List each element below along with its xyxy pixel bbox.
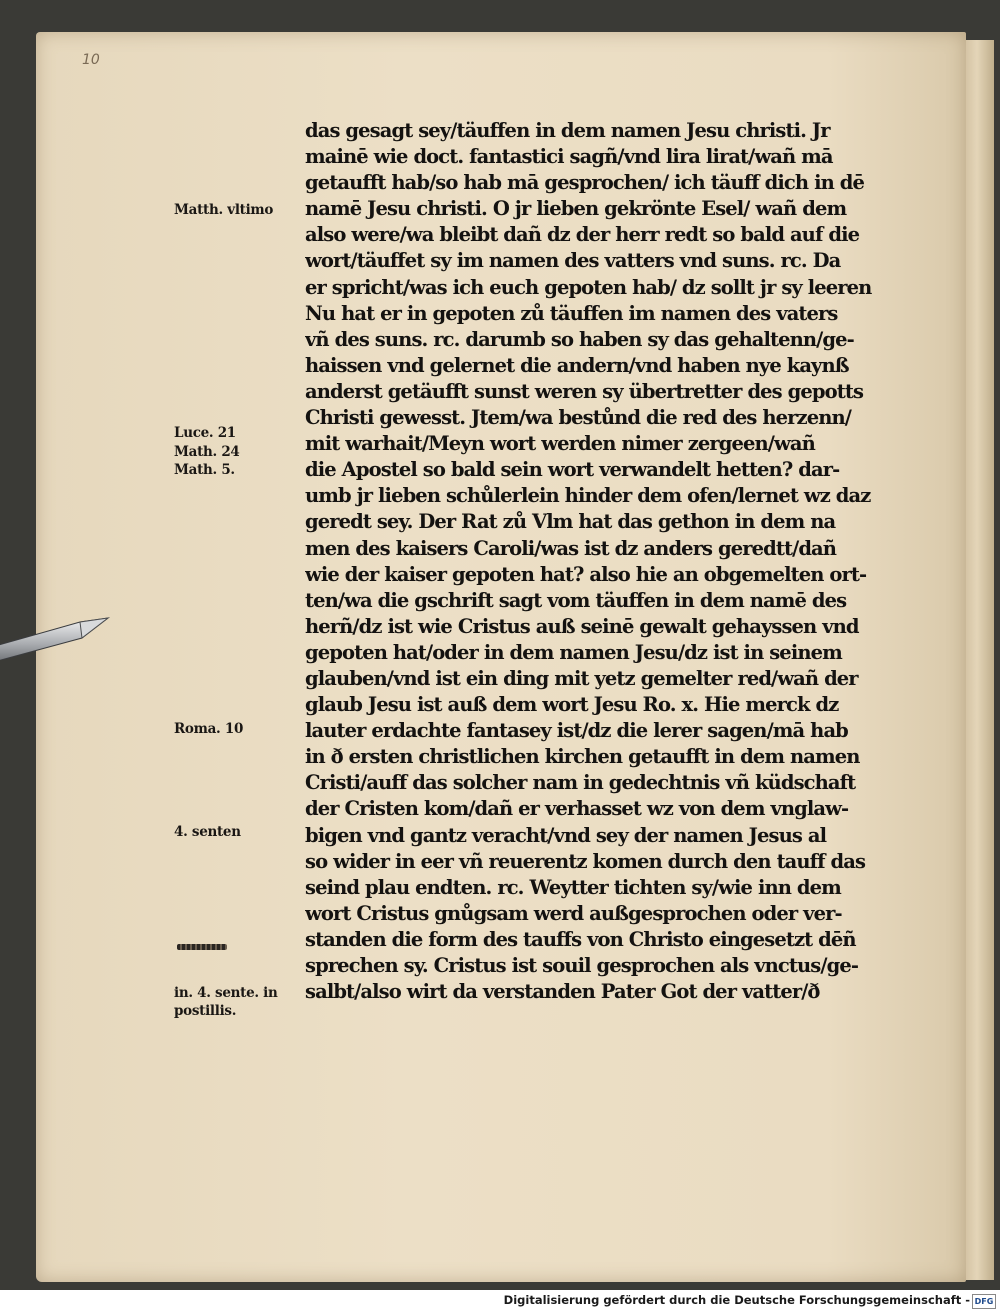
margin-note-matth-ultimo: Matth. vltimo xyxy=(174,202,274,218)
text-line: gepoten hat/oder in dem namen Jesu/dz ist in seinem xyxy=(305,640,842,664)
margin-note-math-24: Math. 24 xyxy=(174,444,240,460)
text-line: in ð ersten christlichen kirchen getaufft in dem namen xyxy=(305,745,860,769)
text-line: also were/wa bleibt dañ dz der herr redt so bald auf die xyxy=(305,223,860,247)
text-line: mainē wie doct. fantastici sagñ/vnd lira lirat/wañ mā xyxy=(305,145,833,169)
text-line: wort/täuffet sy im namen des vatters vnd suns. rc. Da xyxy=(305,249,841,273)
text-line: vñ des suns. rc. darumb so haben sy das gehaltenn/ge- xyxy=(305,327,854,351)
margin-note-sententiarum: 4. senten xyxy=(174,824,241,840)
text-line: wie der kaiser gepoten hat? also hie an obgemelten ort- xyxy=(305,562,867,586)
text-line: haissen vnd gelernet die andern/vnd haben nye kaynß xyxy=(305,353,849,377)
text-line: geredt sey. Der Rat zů Vlm hat das gethon in dem na xyxy=(305,510,836,534)
footer-credit: Digitalisierung gefördert durch die Deutsche Forschungsgemeinschaft - xyxy=(503,1293,970,1307)
text-line: men des kaisers Caroli/was ist dz anders geredtt/dañ xyxy=(305,536,837,560)
footer-bar xyxy=(0,1290,1000,1311)
text-line: anderst getäufft sunst weren sy übertretter des gepotts xyxy=(305,379,864,403)
text-line: so wider in eer vñ reuerentz komen durch den tauff das xyxy=(305,849,866,873)
text-line: ten/wa die gschrift sagt vom täuffen in dem namē des xyxy=(305,588,847,612)
text-line: bigen vnd gantz veracht/vnd sey der namen Jesus al xyxy=(305,823,827,847)
text-line: getaufft hab/so hab mā gesprochen/ ich täuff dich in dē xyxy=(305,171,864,195)
text-line: der Cristen kom/dañ er verhasset wz von dem vnglaw- xyxy=(305,797,849,821)
pointer-pen-icon xyxy=(0,600,110,660)
folio-number: 10 xyxy=(82,52,100,68)
text-line: herñ/dz ist wie Cristus auß seinē gewalt gehayssen vnd xyxy=(305,614,859,638)
main-text-block xyxy=(305,118,885,1005)
margin-note-math-5: Math. 5. xyxy=(174,462,235,478)
text-line: Nu hat er in gepoten zů täuffen im namen des vaters xyxy=(305,301,838,325)
text-line: Christi gewesst. Jtem/wa bestůnd die red des herzenn/ xyxy=(305,406,852,430)
text-line: namē Jesu christi. O jr lieben gekrönte Esel/ wañ dem xyxy=(305,197,847,221)
text-line: glauben/vnd ist ein ding mit yetz gemelter red/wañ der xyxy=(305,666,858,690)
text-line: das gesagt sey/täuffen in dem namen Jesu christi. Jr xyxy=(305,119,830,142)
text-line: sprechen sy. Cristus ist souil gesprochen als vnctus/ge- xyxy=(305,954,859,977)
margin-note-roma: Roma. 10 xyxy=(174,721,244,737)
text-line: standen die form des tauffs von Christo eingesetzt dēñ xyxy=(305,927,856,951)
text-line: die Apostel so bald sein wort verwandelt hetten? dar- xyxy=(305,458,840,482)
text-line: wort Cristus gnůgsam werd außgesprochen oder ver- xyxy=(305,901,842,925)
text-line: lauter erdachte fantasey ist/dz die lerer sagen/mā hab xyxy=(305,719,848,743)
dfg-logo-icon: DFG xyxy=(972,1294,996,1309)
margin-ink-mark xyxy=(177,944,227,950)
margin-note-in-sente: in. 4. sente. in xyxy=(174,985,278,1001)
text-line: Cristi/auff das solcher nam in gedechtnis vñ küdschaft xyxy=(305,771,856,795)
text-line: er spricht/was ich euch gepoten hab/ dz sollt jr sy leeren xyxy=(305,275,872,299)
text-line: salbt/also wirt da verstanden Pater Got der vatter/ð xyxy=(305,980,820,1004)
text-line: glaub Jesu ist auß dem wort Jesu Ro. x. Hie merck dz xyxy=(305,693,839,717)
margin-note-postillis: postillis. xyxy=(174,1003,237,1019)
text-line: mit warhait/Meyn wort werden nimer zergeen/wañ xyxy=(305,432,815,456)
text-line: umb jr lieben schůlerlein hinder dem ofen/lernet wz daz xyxy=(305,484,871,508)
margin-note-luce: Luce. 21 xyxy=(174,425,236,441)
text-line: seind plau endten. rc. Weytter tichten sy/wie inn dem xyxy=(305,875,841,899)
